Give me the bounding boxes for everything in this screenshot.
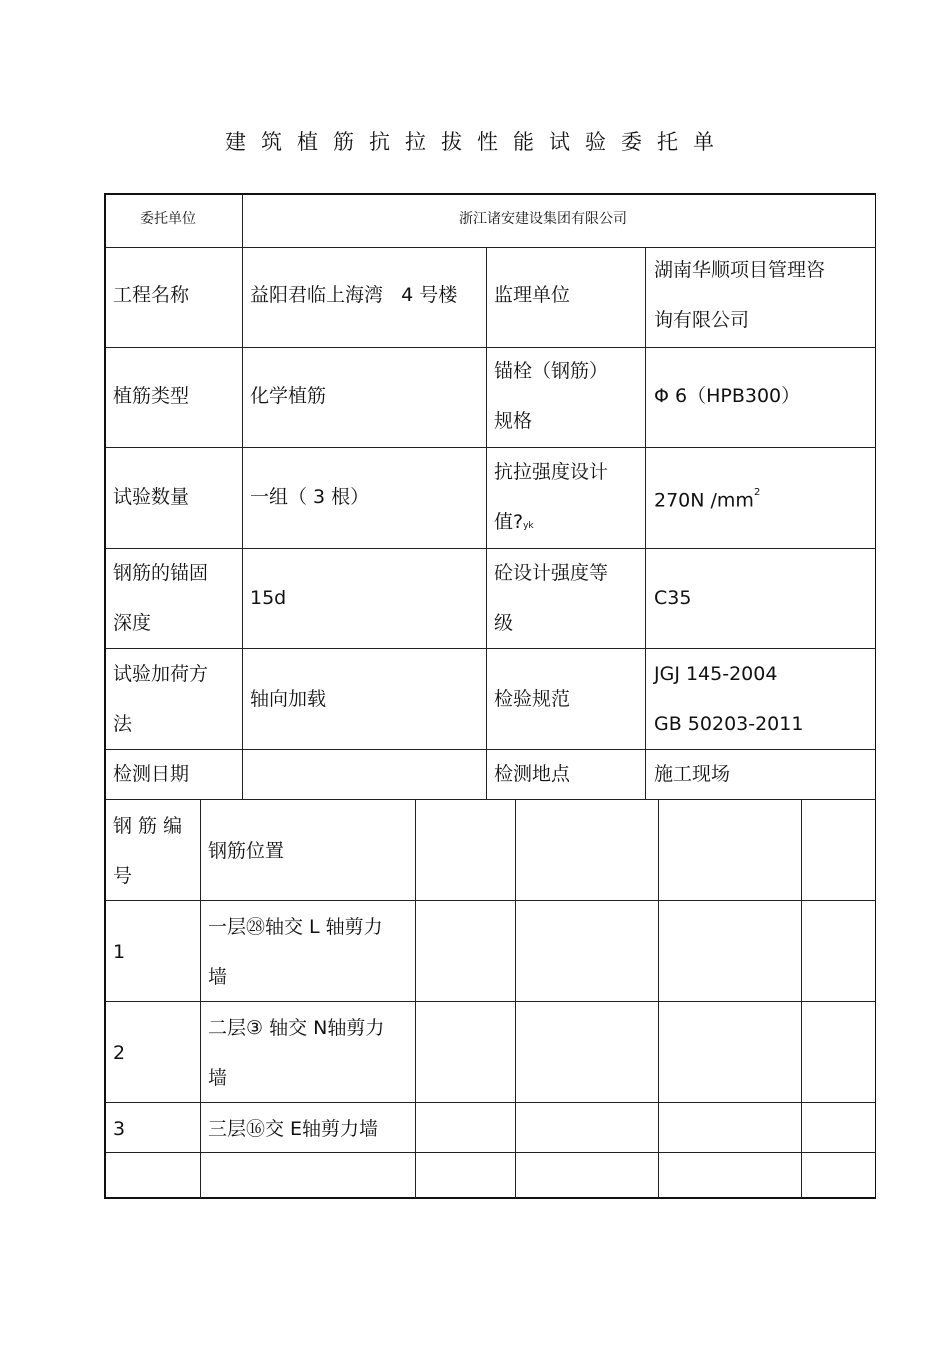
concrete-grade-label-line1: 砼设计强度等 bbox=[494, 562, 609, 584]
document-title: 建筑植筋抗拉拔性能试验委托单 bbox=[225, 130, 729, 154]
rebar-no-header-line2: 号 bbox=[113, 865, 133, 887]
client-label: 委托单位 bbox=[140, 211, 196, 227]
rebar-position-line2: 墙 bbox=[208, 1067, 228, 1089]
project-name-value: 益阳君临上海湾 4 号楼 bbox=[250, 284, 458, 306]
rebar-position-header: 钢筋位置 bbox=[208, 840, 285, 862]
test-date-label: 检测日期 bbox=[113, 763, 190, 785]
bolt-spec-label-line2: 规格 bbox=[494, 410, 533, 432]
rebar-no-header-line1: 钢 筋 编 bbox=[113, 815, 183, 837]
test-quantity-value: 一组（ 3 根） bbox=[250, 486, 370, 508]
supervisor-label: 监理单位 bbox=[494, 284, 571, 306]
design-strength-label-line1: 抗拉强度设计 bbox=[494, 461, 609, 483]
project-name-label: 工程名称 bbox=[113, 284, 190, 306]
rebar-position-line1: 二层③ 轴交 N轴剪力 bbox=[208, 1017, 385, 1039]
design-strength-value: 270N $/mm^2$ bbox=[654, 487, 761, 512]
test-quantity-label: 试验数量 bbox=[113, 486, 190, 508]
design-strength-label-line2: 值?yk bbox=[494, 511, 534, 533]
client-value: 浙江诸安建设集团有限公司 bbox=[459, 211, 627, 227]
load-method-label-line1: 试验加荷方 bbox=[113, 663, 209, 685]
anchor-type-label: 植筋类型 bbox=[113, 385, 190, 407]
inspection-standard-label: 检验规范 bbox=[494, 688, 571, 710]
rebar-no: 2 bbox=[113, 1042, 126, 1064]
inspection-standard-value-line1: JGJ 145-2004 bbox=[654, 663, 778, 685]
rebar-no: 1 bbox=[113, 941, 126, 963]
rebar-position-line2: 墙 bbox=[208, 966, 228, 988]
supervisor-value-line2: 询有限公司 bbox=[654, 309, 750, 331]
supervisor-value-line1: 湖南华顺项目管理咨 bbox=[654, 259, 826, 281]
anchor-depth-value: 15d bbox=[250, 587, 287, 609]
bolt-spec-value: Φ 6（HPB300） bbox=[654, 385, 801, 407]
rebar-position-line1: 三层⑯交 E轴剪力墙 bbox=[208, 1118, 379, 1140]
inspection-standard-value-line2: GB 50203-2011 bbox=[654, 713, 804, 735]
rebar-position-line1: 一层㉘轴交 L 轴剪力 bbox=[208, 916, 383, 938]
load-method-label-line2: 法 bbox=[113, 713, 133, 735]
anchor-depth-label-line1: 钢筋的锚固 bbox=[113, 562, 209, 584]
test-location-value: 施工现场 bbox=[654, 763, 731, 785]
concrete-grade-value: C35 bbox=[654, 587, 692, 609]
test-location-label: 检测地点 bbox=[494, 763, 571, 785]
concrete-grade-label-line2: 级 bbox=[494, 612, 514, 634]
load-method-value: 轴向加载 bbox=[250, 688, 327, 710]
rebar-no: 3 bbox=[113, 1118, 126, 1140]
anchor-depth-label-line2: 深度 bbox=[113, 612, 152, 634]
bolt-spec-label-line1: 锚栓（钢筋） bbox=[494, 360, 609, 382]
anchor-type-value: 化学植筋 bbox=[250, 385, 327, 407]
